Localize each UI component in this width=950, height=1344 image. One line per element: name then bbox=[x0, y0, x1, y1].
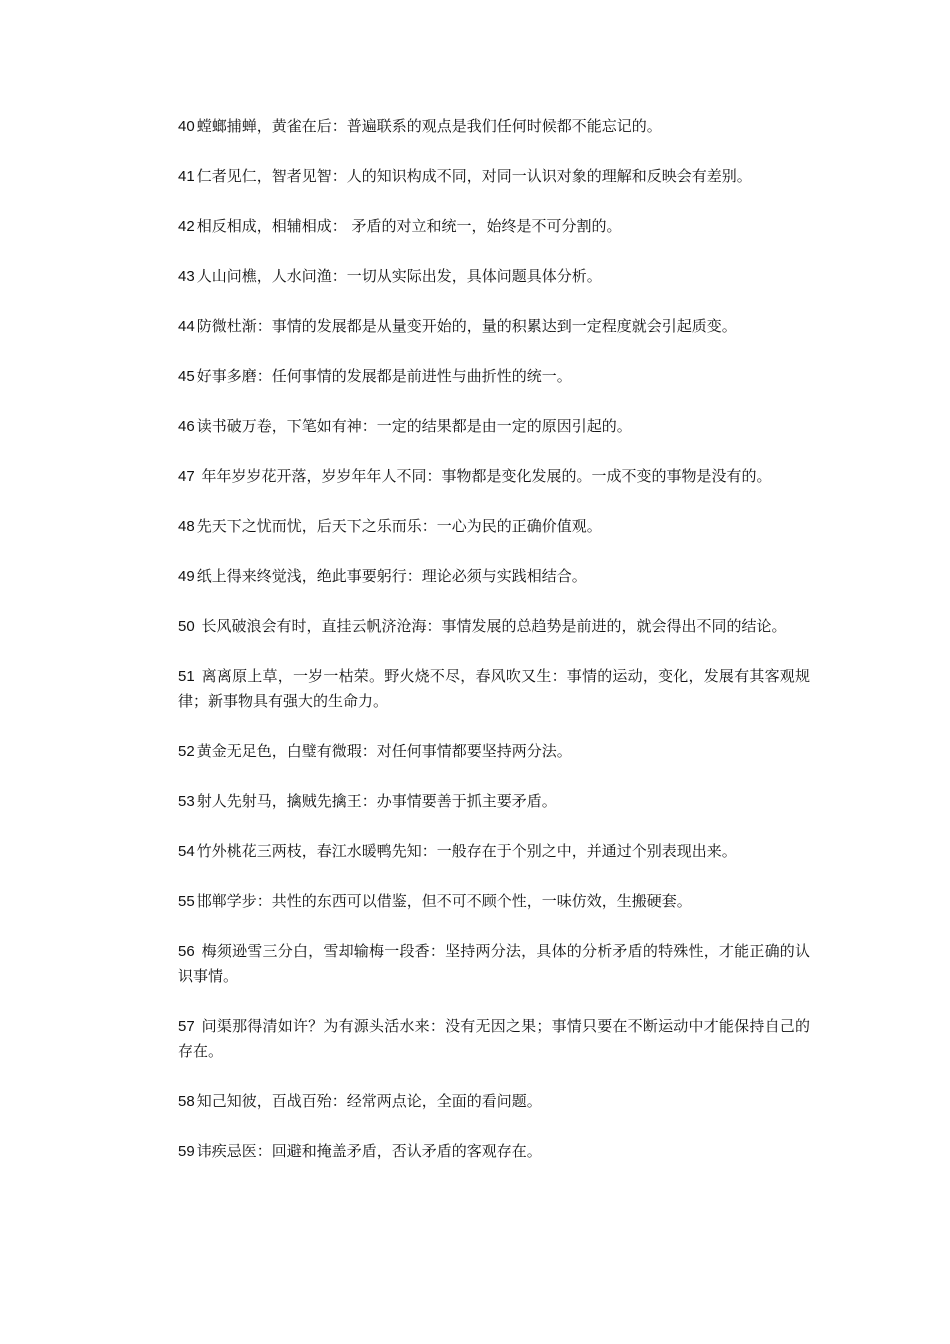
list-item bbox=[178, 939, 810, 989]
entry-text: 防微杜渐：事情的发展都是从量变开始的，量的积累达到一定程度就会引起质变。 bbox=[196, 317, 737, 335]
entry-number: 42 bbox=[178, 218, 195, 235]
list-item bbox=[178, 739, 810, 764]
entry-number: 49 bbox=[178, 568, 195, 585]
entry-number: 47 bbox=[178, 468, 195, 485]
list-item bbox=[178, 514, 810, 539]
list-item bbox=[178, 614, 810, 639]
entry-number: 51 bbox=[178, 668, 195, 685]
entry-text: 纸上得来终觉浅，绝此事要躬行：理论必须与实践相结合。 bbox=[196, 567, 587, 585]
entry-number: 50 bbox=[178, 618, 195, 635]
entry-text: 梅须逊雪三分白，雪却输梅一段香：坚持两分法，具体的分析矛盾的特殊性，才能正确的认识事情。 bbox=[178, 942, 810, 985]
list-item bbox=[178, 789, 810, 814]
entry-text: 讳疾忌医：回避和掩盖矛盾，否认矛盾的客观存在。 bbox=[196, 1142, 542, 1160]
list-item bbox=[178, 1139, 810, 1164]
entry-text: 读书破万卷，下笔如有神：一定的结果都是由一定的原因引起的。 bbox=[196, 417, 632, 435]
entry-text: 仁者见仁，智者见智：人的知识构成不同，对同一认识对象的理解和反映会有差别。 bbox=[196, 167, 752, 185]
entry-number: 46 bbox=[178, 418, 195, 435]
entry-text: 螳螂捕蝉，黄雀在后：普遍联系的观点是我们任何时候都不能忘记的。 bbox=[196, 117, 662, 135]
list-item bbox=[178, 464, 810, 489]
entry-text: 离离原上草，一岁一枯荣。野火烧不尽，春风吹又生：事情的运动，变化，发展有其客观规律；新事物具有强大的生命力。 bbox=[178, 667, 810, 710]
entry-text: 黄金无足色，白璧有微瑕：对任何事情都要坚持两分法。 bbox=[196, 742, 572, 760]
list-item bbox=[178, 1089, 810, 1114]
entry-text: 知己知彼，百战百殆：经常两点论，全面的看问题。 bbox=[196, 1092, 542, 1110]
list-item bbox=[178, 164, 810, 189]
entry-number: 55 bbox=[178, 893, 195, 910]
entry-text: 年年岁岁花开落，岁岁年年人不同：事物都是变化发展的。一成不变的事物是没有的。 bbox=[196, 467, 772, 485]
entry-number: 54 bbox=[178, 843, 195, 860]
entry-number: 43 bbox=[178, 268, 195, 285]
entry-number: 44 bbox=[178, 318, 195, 335]
list-item bbox=[178, 1014, 810, 1064]
list-item bbox=[178, 564, 810, 589]
entry-text: 好事多磨：任何事情的发展都是前进性与曲折性的统一。 bbox=[196, 367, 572, 385]
entry-number: 58 bbox=[178, 1093, 195, 1110]
list-item bbox=[178, 114, 810, 139]
list-item bbox=[178, 839, 810, 864]
list-item bbox=[178, 414, 810, 439]
entry-text: 邯郸学步：共性的东西可以借鉴，但不可不顾个性，一味仿效，生搬硬套。 bbox=[196, 892, 692, 910]
entry-number: 41 bbox=[178, 168, 195, 185]
entry-number: 40 bbox=[178, 118, 195, 135]
list-item bbox=[178, 889, 810, 914]
entry-number: 52 bbox=[178, 743, 195, 760]
entry-text: 先天下之忧而忧，后天下之乐而乐：一心为民的正确价值观。 bbox=[196, 517, 602, 535]
list-item bbox=[178, 664, 810, 714]
entry-text: 人山问樵，人水问渔：一切从实际出发，具体问题具体分析。 bbox=[196, 267, 602, 285]
entry-number: 45 bbox=[178, 368, 195, 385]
entry-list bbox=[178, 114, 810, 1189]
entry-text: 问渠那得清如许？为有源头活水来：没有无因之果；事情只要在不断运动中才能保持自己的存在。 bbox=[178, 1017, 810, 1060]
entry-text: 射人先射马，擒贼先擒王：办事情要善于抓主要矛盾。 bbox=[196, 792, 557, 810]
entry-text: 竹外桃花三两枝，春江水暖鸭先知：一般存在于个别之中，并通过个别表现出来。 bbox=[196, 842, 737, 860]
list-item bbox=[178, 214, 810, 239]
entry-text: 长风破浪会有时，直挂云帆济沧海：事情发展的总趋势是前进的，就会得出不同的结论。 bbox=[196, 617, 787, 635]
entry-number: 56 bbox=[178, 943, 195, 960]
entry-number: 53 bbox=[178, 793, 195, 810]
entry-number: 48 bbox=[178, 518, 195, 535]
list-item bbox=[178, 364, 810, 389]
list-item bbox=[178, 264, 810, 289]
entry-number: 57 bbox=[178, 1018, 195, 1035]
entry-number: 59 bbox=[178, 1143, 195, 1160]
list-item bbox=[178, 314, 810, 339]
entry-text: 相反相成，相辅相成： 矛盾的对立和统一，始终是不可分割的。 bbox=[196, 217, 622, 235]
